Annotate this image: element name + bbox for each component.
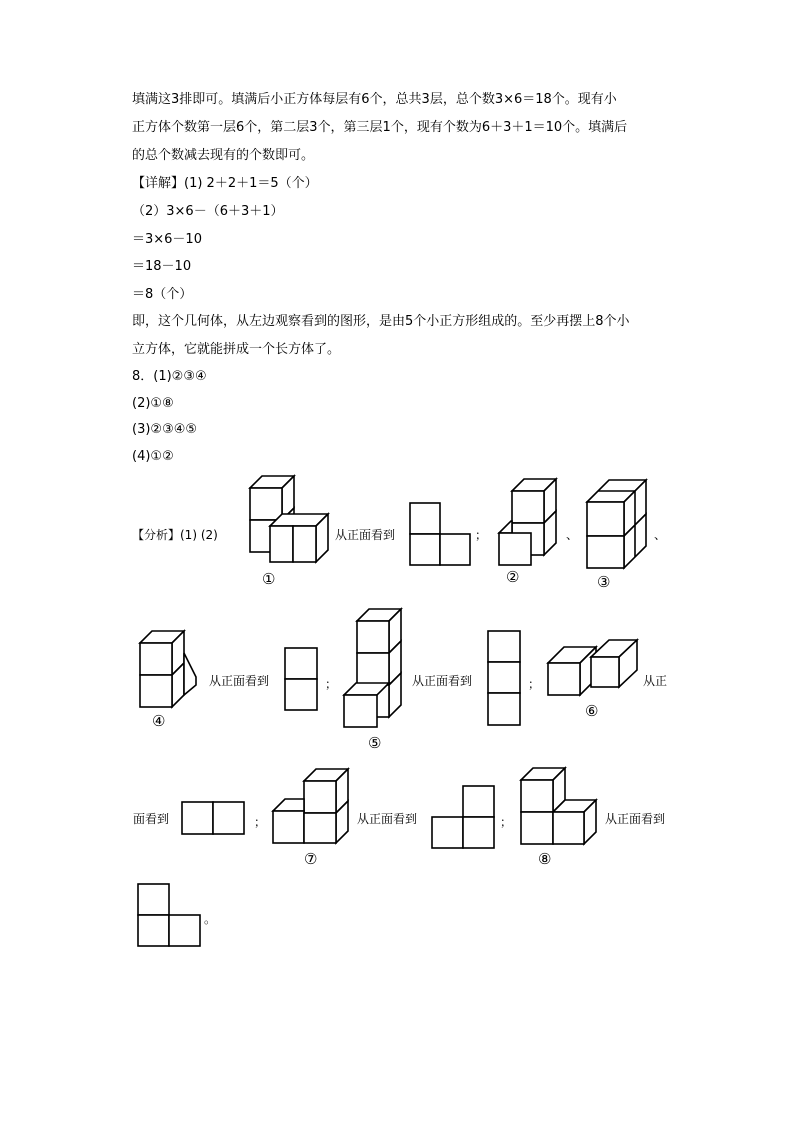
text-line-5: （2）3×6－（6＋3＋1） <box>132 204 284 219</box>
front-view-7 <box>431 785 495 849</box>
end-period: 。 <box>204 912 217 926</box>
separator: ； <box>500 815 513 829</box>
cube-figure-3 <box>586 480 648 570</box>
cube-figure-1 <box>248 476 330 566</box>
text-line-8: ＝8（个） <box>132 287 193 302</box>
view-label-6a: 从正 <box>643 674 668 688</box>
front-view-1 <box>409 502 471 566</box>
view-label-7: 从正面看到 <box>357 812 418 826</box>
figure-number-4: ④ <box>152 712 166 730</box>
cube-figure-7 <box>272 769 350 845</box>
view-label-1: 从正面看到 <box>335 528 396 542</box>
cube-figure-6 <box>547 639 639 697</box>
figure-number-6: ⑥ <box>585 702 599 720</box>
front-view-5 <box>487 630 521 726</box>
view-label-8: 从正面看到 <box>605 812 666 826</box>
separator: ； <box>528 677 541 691</box>
separator: ； <box>325 677 338 691</box>
separator: 、 <box>566 528 579 542</box>
text-line-9: 即，这个几何体，从左边观察看到的图形，是由5个小正方形组成的。至少再摆上8个小 <box>132 314 630 329</box>
figure-number-8: ⑧ <box>538 850 552 868</box>
analysis-label: 【分析】(1) (2) <box>132 528 218 542</box>
text-line-12: (2)①⑧ <box>132 396 174 411</box>
figure-number-2: ② <box>506 568 520 586</box>
view-label-6b: 面看到 <box>133 812 170 826</box>
front-view-8 <box>137 883 201 947</box>
text-line-4: 【详解】(1) 2＋2＋1＝5（个） <box>132 176 318 191</box>
view-label-4: 从正面看到 <box>209 674 270 688</box>
cube-figure-5 <box>343 609 405 729</box>
figure-number-5: ⑤ <box>368 734 382 752</box>
text-line-11: 8．(1)②③④ <box>132 369 207 384</box>
text-line-3: 的总个数减去现有的个数即可。 <box>132 148 315 163</box>
figure-number-7: ⑦ <box>304 850 318 868</box>
text-line-14: (4)①② <box>132 449 174 464</box>
figure-number-3: ③ <box>597 573 611 591</box>
text-line-2: 正方体个数第一层6个，第二层3个，第三层1个，现有个数为6＋3＋1＝10个。填满后 <box>132 120 628 135</box>
text-line-7: ＝18－10 <box>132 259 192 274</box>
text-line-1: 填满这3排即可。填满后小正方体每层有6个，总共3层，总个数3×6＝18个。现有小 <box>132 92 617 107</box>
text-line-13: (3)②③④⑤ <box>132 422 198 437</box>
separator: 、 <box>654 528 667 542</box>
cube-figure-4 <box>139 631 197 709</box>
front-view-6 <box>181 801 245 835</box>
text-line-10: 立方体，它就能拼成一个长方体了。 <box>132 342 341 357</box>
cube-figure-2 <box>498 479 558 567</box>
front-view-4 <box>284 647 318 711</box>
figure-number-1: ① <box>262 570 276 588</box>
view-label-5: 从正面看到 <box>412 674 473 688</box>
text-line-6: ＝3×6－10 <box>132 232 202 247</box>
cube-figure-8 <box>520 768 598 846</box>
separator: ； <box>475 528 488 542</box>
separator: ； <box>254 815 267 829</box>
